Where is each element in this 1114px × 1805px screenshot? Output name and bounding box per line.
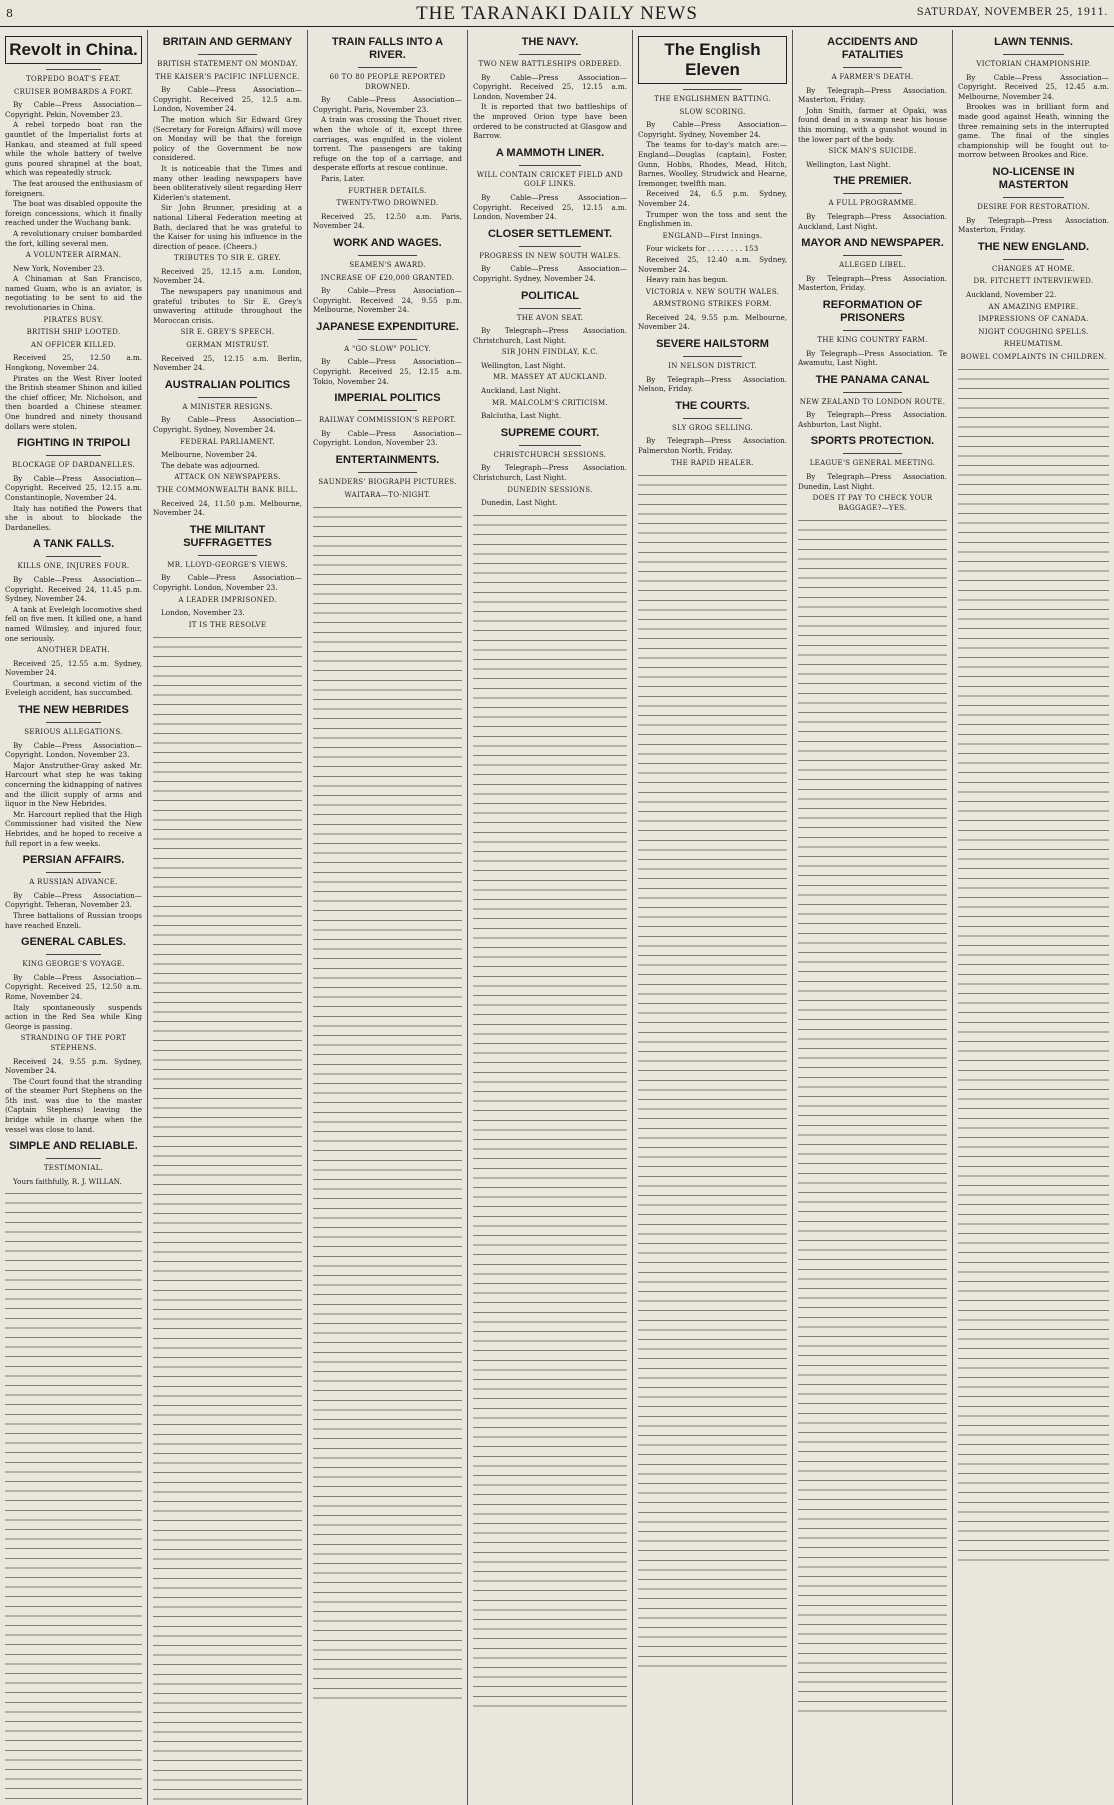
article-paragraph: By Telegraph—Press Association. Christchurch, Last Night. (473, 326, 627, 345)
article-subheading: DESIRE FOR RESTORATION. (977, 202, 1090, 211)
article-subheading: KING GEORGE'S VOYAGE. (22, 960, 125, 969)
article-subheading: WAITARA—TO-NIGHT. (344, 490, 431, 499)
article-paragraph: By Cable—Press Association—Copyright. Sydney, November 24. (638, 120, 787, 139)
article-subheading: LEAGUE'S GENERAL MEETING. (809, 459, 936, 468)
article-headline: WORK AND WAGES. (333, 236, 442, 249)
article-subheading: STRANDING OF THE PORT STEPHENS. (20, 1034, 127, 1052)
column-rule (358, 255, 418, 256)
column-rule (46, 954, 101, 955)
column-rule (46, 1158, 101, 1159)
article-subheading: PIRATES BUSY. (43, 315, 104, 324)
article-paragraph: A Chinaman at San Francisco, named Guam, who is an aviator, is negotiating to be sent to aid the revolutionaries in China. (5, 274, 142, 313)
column-rule (1003, 259, 1063, 260)
article-paragraph: A tank at Eveleigh locomotive shed fell on five men. It killed one, a hand named Wilmsley, and injured four, one seriously. (5, 604, 142, 643)
article-paragraph: By Cable—Press Association—Copyright. London, November 23. (5, 740, 142, 760)
article-paragraph: Courtman, a second victim of the Eveleigh accident, has succumbed. (5, 678, 142, 698)
article-subheading: THE KAISER'S PACIFIC INFLUENCE. (155, 72, 300, 81)
article-subheading: BRITISH STATEMENT ON MONDAY. (157, 60, 298, 68)
article-paragraph: By Telegraph—Press Association. Masterton, Friday. (798, 85, 947, 105)
article-subheading: TRIBUTES TO SIR E. GREY. (174, 254, 281, 263)
article-paragraph: A revolutionary cruiser bombarded the fort, killing several men. (5, 228, 142, 248)
body-text-continuation (313, 504, 462, 1704)
article-paragraph: A train was crossing the Thouet river, when the whole of it, except three carriages, was engulfed in the violent torrent. The passengers are taking refuge on the top of a carriage, and desperate efforts at rescue continue. (313, 115, 462, 173)
article-subheading: THE AVON SEAT. (516, 313, 584, 322)
column-rule (46, 455, 101, 456)
article-headline: THE PREMIER. (833, 175, 912, 188)
article-headline: ENTERTAINMENTS. (335, 454, 440, 467)
article-subheading: A MINISTER RESIGNS. (182, 402, 273, 411)
article-paragraph: The Court found that the stranding of the steamer Port Stephens on the 5th inst. was due to the master (Captain Stephens) leaving the bridge while in charge when the vessel was close to land. (5, 1076, 142, 1134)
article-paragraph: It is noticeable that the Times and many other leading newspapers have been obliteratively silent regarding Herr Kiderlen's statement. (153, 163, 302, 202)
article-subheading: SLOW SCORING. (679, 107, 746, 116)
article-subheading: A VOLUNTEER AIRMAN. (25, 251, 122, 260)
article-paragraph: Wellington, Last Night. (806, 159, 891, 169)
article-subheading: ANOTHER DEATH. (37, 646, 110, 655)
article-subheading: THE KING COUNTRY FARM. (817, 335, 928, 344)
column-rule (843, 193, 903, 194)
column-rule (843, 67, 903, 68)
body-text-continuation (798, 517, 947, 1717)
article-headline: SIMPLE AND RELIABLE. (9, 1140, 138, 1153)
article-subheading: SEAMEN'S AWARD. (349, 260, 426, 269)
article-paragraph: Wellington, Last Night. (481, 360, 566, 370)
article-subheading: TWO NEW BATTLESHIPS ORDERED. (478, 60, 622, 68)
body-text-continuation (638, 472, 787, 1672)
body-text-continuation (5, 1190, 142, 1805)
article-subheading: ENGLAND—First Innings. (662, 231, 763, 240)
article-headline: REFORMATION OF PRISONERS (822, 298, 923, 324)
article-headline: A MAMMOTH LINER. (495, 146, 605, 159)
article-paragraph: By Cable—Press Association—Copyright. Received 25, 12.15 a.m. Tokio, November 24. (313, 357, 462, 386)
issue-date: SATURDAY, NOVEMBER 25, 1911. (916, 7, 1108, 18)
article-subheading: DUNEDIN SESSIONS. (507, 485, 593, 494)
article-paragraph: By Cable—Press Association—Copyright. Received 24, 9.55 p.m. Melbourne, November 24. (313, 286, 462, 315)
article-subheading: ATTACK ON NEWSPAPERS. (174, 473, 281, 482)
column-rule (358, 472, 418, 473)
article-headline: BRITAIN AND GERMANY (162, 36, 293, 48)
body-text-continuation (153, 634, 302, 1805)
article-subheading: TWENTY-TWO DROWNED. (336, 199, 439, 208)
article-subheading: FEDERAL PARLIAMENT. (180, 437, 275, 446)
column-rule (843, 453, 903, 454)
article-subheading: A "GO SLOW" POLICY. (344, 344, 431, 353)
article-subheading: SIR E. GREY'S SPEECH. (180, 328, 275, 337)
article-subheading: IN NELSON DISTRICT. (668, 362, 757, 371)
column-rule (519, 308, 581, 309)
article-paragraph: Received 24, 6.5 p.m. Sydney, November 24. (638, 189, 787, 208)
article-paragraph: By Cable—Press Association—Copyright. Sydney, November 24. (153, 415, 302, 434)
article-paragraph: By Cable—Press Association—Copyright. Paris, November 23. (313, 95, 462, 114)
article-paragraph: Four wickets for . . . . . . . . 153 (646, 244, 759, 254)
column-rule (198, 397, 258, 398)
article-headline: AUSTRALIAN POLITICS (164, 378, 291, 391)
article-headline: POLITICAL (520, 289, 580, 302)
column-rule (46, 872, 101, 873)
article-paragraph: London, November 23. (161, 608, 245, 618)
article-headline: A TANK FALLS. (32, 538, 115, 551)
article-subheading: CRUISER BOMBARDS A FORT. (13, 87, 134, 96)
column-1 (0, 30, 148, 1805)
article-paragraph: The debate was adjourned. (161, 460, 260, 470)
column-rule (683, 89, 743, 90)
column-rule (46, 69, 101, 70)
article-paragraph: By Telegraph—Press Association. Palmerston North, Friday. (638, 436, 787, 456)
column-rule (519, 54, 581, 55)
column-4 (468, 30, 633, 1805)
body-text-continuation (958, 366, 1109, 1566)
article-paragraph: By Telegraph—Press Association. Auckland, Last Night. (798, 211, 947, 231)
article-subheading: IMPRESSIONS OF CANADA. (978, 315, 1089, 324)
article-paragraph: Received 24, 9.55 p.m. Sydney, November 24. (5, 1056, 142, 1076)
article-paragraph: The boat was disabled opposite the foreign concessions, which it finally reached under the Wuchang bank. (5, 199, 142, 228)
article-subheading: CHANGES AT HOME. (991, 264, 1076, 273)
article-subheading: A FULL PROGRAMME. (828, 199, 917, 208)
article-subheading: VICTORIAN CHAMPIONSHIP. (976, 60, 1091, 68)
article-headline: THE PANAMA CANAL (815, 373, 930, 386)
column-rule (358, 410, 418, 411)
article-paragraph: The teams for to-day's match are:— England—Douglas (captain), Foster, Gunn, Hobbs, Rhodes, Mead, Hitch, Barnes, Woolley, Strudwick and Hearne, Iremonger, twelfth man. (638, 140, 787, 188)
article-paragraph: Italy has notified the Powers that she is about to blockade the Dardanelles. (5, 503, 142, 532)
article-subheading: DR. FITCHETT INTERVIEWED. (973, 277, 1094, 286)
article-paragraph: The newspapers pay unanimous and grateful tributes to Sir E. Grey's unwavering attitude throughout the Moroccan crisis. (153, 287, 302, 325)
column-2 (148, 30, 308, 1805)
column-rule (1003, 197, 1063, 198)
article-headline: ACCIDENTS AND FATALITIES (827, 36, 918, 61)
article-subheading: THE RAPID HEALER. (671, 458, 754, 467)
article-subheading: THE COMMONWEALTH BANK BILL. (156, 485, 299, 494)
masthead (0, 0, 1114, 27)
article-headline: THE NEW HEBRIDES (18, 704, 129, 717)
article-paragraph: By Cable—Press Association—Copyright. Received 25, 12.15 a.m. Constantinople, November 24. (5, 473, 142, 502)
article-paragraph: By Cable—Press Association—Copyright. Received 25, 12.5 a.m. London, November 24. (153, 85, 302, 114)
article-paragraph: Italy spontaneously suspends action in the Red Sea while King George is passing. (5, 1002, 142, 1031)
article-subheading: PROGRESS IN NEW SOUTH WALES. (479, 251, 621, 260)
article-paragraph: By Cable—Press Association—Copyright. Teheran, November 23. (5, 890, 142, 910)
article-paragraph: Yours faithfully, R. J. WILLAN. (13, 1176, 122, 1186)
article-subheading: SERIOUS ALLEGATIONS. (24, 728, 123, 737)
column-rule (358, 339, 418, 340)
article-headline: THE NEW ENGLAND. (977, 240, 1090, 253)
article-subheading: INCREASE OF £20,000 GRANTED. (320, 273, 455, 282)
article-paragraph: Mr. Harcourt replied that the High Commissioner had visited the New Hebrides, and he hoped to receive a full report in a few weeks. (5, 809, 142, 848)
article-headline: IMPERIAL POLITICS (334, 392, 441, 405)
article-paragraph: Sir John Brunner, presiding at a national Liberal Federation meeting at Bath, declared that he was grateful to the Kaiser for using his influence in the direction of peace. (Cheers.) (153, 203, 302, 251)
article-subheading: CHRISTCHURCH SESSIONS. (493, 450, 607, 459)
article-paragraph: Trumper won the toss and sent the Englishmen in. (638, 209, 787, 229)
article-paragraph: Received 25, 12.55 a.m. Sydney, November 24. (5, 658, 142, 678)
article-subheading: A FARMER'S DEATH. (831, 73, 914, 81)
column-rule (843, 392, 903, 393)
article-paragraph: By Telegraph—Press Association. Masterton, Friday. (798, 273, 947, 293)
column-7 (953, 30, 1114, 1805)
column-3 (308, 30, 468, 1805)
column-rule (843, 255, 903, 256)
article-paragraph: Received 25, 12.40 a.m. Sydney, November 24. (638, 254, 787, 274)
article-paragraph: Received 25, 12.15 a.m. London, November 24. (153, 266, 302, 286)
article-subheading: MR. MASSEY AT AUCKLAND. (493, 373, 607, 382)
article-subheading: SIR JOHN FINDLAY, K.C. (501, 348, 599, 357)
article-subheading: IT IS THE RESOLVE (188, 620, 267, 629)
article-paragraph: It is reported that two battleships of the improved Orion type have been ordered to be constructed at Glasgow and Barrow. (473, 102, 627, 141)
article-subheading: RHEUMATISM. (1003, 340, 1064, 349)
article-paragraph: By Cable—Press Association—Copyright. London, November 23. (153, 573, 302, 592)
article-paragraph: Received 25, 12.50 a.m. Paris, November 24. (313, 211, 462, 231)
article-headline: PERSIAN AFFAIRS. (22, 854, 125, 867)
article-headline: Revolt in China. (5, 36, 142, 64)
article-headline: FIGHTING IN TRIPOLI (16, 437, 131, 450)
article-paragraph: Received 25, 12.50 a.m. Hongkong, November 24. (5, 353, 142, 373)
article-paragraph: By Cable—Press Association—Copyright. Sydney, November 24. (473, 264, 627, 283)
article-headline: MAYOR AND NEWSPAPER. (801, 237, 944, 250)
article-headline: THE COURTS. (675, 399, 750, 412)
article-subheading: BOWEL COMPLAINTS IN CHILDREN. (960, 352, 1107, 361)
article-paragraph: By Telegraph—Press Association. Christchurch, Last Night. (473, 463, 627, 483)
article-paragraph: Balclutha, Last Night. (481, 411, 562, 421)
newspaper-title: THE TARANAKI DAILY NEWS (416, 3, 698, 24)
article-subheading: SAUNDERS' BIOGRAPH PICTURES. (318, 478, 457, 487)
article-paragraph: By Cable—Press Association—Copyright. Received 25, 12.15 a.m. London, November 24. (473, 72, 627, 101)
article-subheading: AN OFFICER KILLED. (31, 340, 116, 349)
column-rule (198, 555, 258, 556)
article-paragraph: Major Anstruther-Gray asked Mr. Harcourt what step he was taking concerning the kidnapping of natives and the illicit supply of arms and liquor in the New Hebrides. (5, 760, 142, 809)
article-headline: NO-LICENSE IN MASTERTON (992, 165, 1075, 191)
article-subheading: BLOCKAGE OF DARDANELLES. (12, 461, 135, 470)
column-rule (519, 445, 581, 446)
article-paragraph: By Cable—Press Association—Copyright. Received 24, 11.45 p.m. Sydney, November 24. (5, 574, 142, 604)
article-paragraph: Dunedin, Last Night. (481, 498, 558, 508)
article-subheading: SICK MAN'S SUICIDE. (828, 147, 917, 156)
article-paragraph: By Telegraph—Press Association. Nelson, Friday. (638, 374, 787, 394)
article-subheading: RAILWAY COMMISSION'S REPORT. (318, 416, 457, 425)
article-headline: GENERAL CABLES. (21, 936, 126, 949)
column-rule (358, 67, 418, 68)
column-rule (46, 556, 101, 557)
article-paragraph: Received 25, 12.15 a.m. Berlin, November 24. (153, 353, 302, 373)
article-subheading: BRITISH SHIP LOOTED. (26, 328, 121, 337)
article-subheading: SLY GROG SELLING. (671, 423, 754, 432)
article-subheading: ARMSTRONG STRIKES FORM. (653, 300, 772, 309)
article-headline: The English Eleven (638, 36, 787, 84)
column-rule (519, 246, 581, 247)
article-paragraph: By Cable—Press Association—Copyright. Received 25, 12.15 a.m. London, November 24. (473, 192, 627, 222)
article-headline: TRAIN FALLS INTO A RIVER. (331, 36, 444, 61)
article-subheading: TESTIMONIAL. (43, 1164, 104, 1173)
article-paragraph: Received 24, 11.50 p.m. Melbourne, November 24. (153, 498, 302, 518)
article-subheading: A LEADER IMPRISONED. (178, 595, 277, 604)
article-paragraph: Paris, Later. (321, 173, 365, 183)
article-paragraph: Three battalions of Russian troops have reached Enzeli. (5, 910, 142, 930)
article-subheading: NIGHT COUGHING SPELLS. (978, 327, 1089, 336)
column-rule (46, 722, 101, 723)
article-subheading: FURTHER DETAILS. (348, 186, 427, 195)
article-paragraph: Auckland, Last Night. (481, 386, 561, 396)
article-paragraph: John Smith, farmer at Opaki, was found dead in a swamp near his house this morning, with a gunshot wound in the lower part of the body. (798, 105, 947, 144)
article-subheading: THE ENGLISHMEN BATTING. (654, 95, 771, 103)
article-paragraph: By Telegraph—Press Association. Masterton, Friday. (958, 215, 1109, 235)
article-headline: THE MILITANT SUFFRAGETTES (183, 523, 272, 549)
article-headline: LAWN TENNIS. (994, 36, 1073, 48)
article-subheading: GERMAN MISTRUST. (186, 341, 269, 350)
column-6 (793, 30, 953, 1805)
article-headline: SPORTS PROTECTION. (810, 435, 935, 448)
article-paragraph: The feat aroused the enthusiasm of foreigners. (5, 178, 142, 198)
article-headline: CLOSER SETTLEMENT. (487, 227, 613, 240)
article-paragraph: By Telegraph—Press Association. Ashburton, Last Night. (798, 410, 947, 429)
article-headline: SEVERE HAILSTORM (656, 338, 769, 351)
article-paragraph: New York, November 23. (13, 263, 105, 273)
article-paragraph: The motion which Sir Edward Grey (Secretary for Foreign Affairs) will move on Monday will be that the foreign policy of the Government be now considered. (153, 114, 302, 163)
article-paragraph: Melbourne, November 24. (161, 450, 258, 460)
article-subheading: ALLEGED LIBEL. (839, 261, 906, 270)
article-paragraph: By Cable—Press Association—Copyright. London, November 23. (313, 428, 462, 448)
article-subheading: WILL CONTAIN CRICKET FIELD AND GOLF LINKS. (476, 170, 624, 189)
article-subheading: MR. MALCOLM'S CRITICISM. (492, 398, 608, 407)
article-subheading: KILLS ONE, INJURES FOUR. (17, 562, 130, 571)
body-text-continuation (473, 512, 627, 1712)
column-rule (1003, 54, 1063, 55)
article-paragraph: Heavy rain has begun. (646, 275, 729, 285)
article-paragraph: By Cable—Press Association—Copyright. Pekin, November 23. (5, 100, 142, 119)
article-subheading: NEW ZEALAND TO LONDON ROUTE. (799, 397, 946, 406)
article-paragraph: Pirates on the West River looted the British steamer Shinon and killed the chief officer, Mr. Nicholson, and then boarded a Chinese steamer. One hundred and ninety thousand dollars were stolen. (5, 373, 142, 431)
article-headline: THE NAVY. (521, 36, 579, 48)
article-subheading: VICTORIA v. NEW SOUTH WALES. (645, 287, 780, 296)
column-rule (198, 54, 258, 55)
article-paragraph: By Cable—Press Association—Copyright. Received 25, 12.45 a.m. Melbourne, November 24. (958, 72, 1109, 101)
column-5 (633, 30, 793, 1805)
article-subheading: 60 TO 80 PEOPLE REPORTED DROWNED. (329, 73, 446, 91)
column-rule (683, 356, 743, 357)
article-paragraph: Received 24, 9.55 p.m. Melbourne, November 24. (638, 312, 787, 332)
article-paragraph: By Cable—Press Association—Copyright. Received 25, 12.50 a.m. Rome, November 24. (5, 972, 142, 1001)
article-paragraph: By Telegraph—Press Association. Te Awamutu, Last Night. (798, 348, 947, 368)
article-paragraph: Auckland, November 22. (966, 289, 1057, 299)
article-headline: JAPANESE EXPENDITURE. (316, 320, 459, 333)
column-rule (683, 418, 743, 419)
article-paragraph: A rebel torpedo boat ran the gauntlet of the Imperialist forts at Hankau, and steamed at full speed while the whole battery of twelve guns poured shrapnel at the boat, which was repeatedly struck. (5, 120, 142, 178)
article-paragraph: Brookes was in brilliant form and made good against Heath, winning the three remaining sets in the interrupted game. The final of the singles championship will be fought out to-morrow between Brookes and Rice. (958, 102, 1109, 160)
columns (0, 30, 1114, 1805)
article-subheading: AN AMAZING EMPIRE. (988, 302, 1079, 311)
column-rule (519, 165, 581, 166)
article-subheading: A RUSSIAN ADVANCE. (29, 878, 118, 887)
article-subheading: DOES IT PAY TO CHECK YOUR BAGGAGE?—YES. (812, 494, 933, 512)
article-subheading: MR. LLOYD-GEORGE'S VIEWS. (167, 560, 288, 569)
article-subheading: TORPEDO BOAT'S FEAT. (26, 75, 121, 83)
article-headline: SUPREME COURT. (500, 426, 600, 439)
column-rule (843, 330, 903, 331)
page-number: 8 (6, 7, 13, 20)
article-paragraph: By Telegraph—Press Association. Dunedin, Last Night. (798, 472, 947, 491)
